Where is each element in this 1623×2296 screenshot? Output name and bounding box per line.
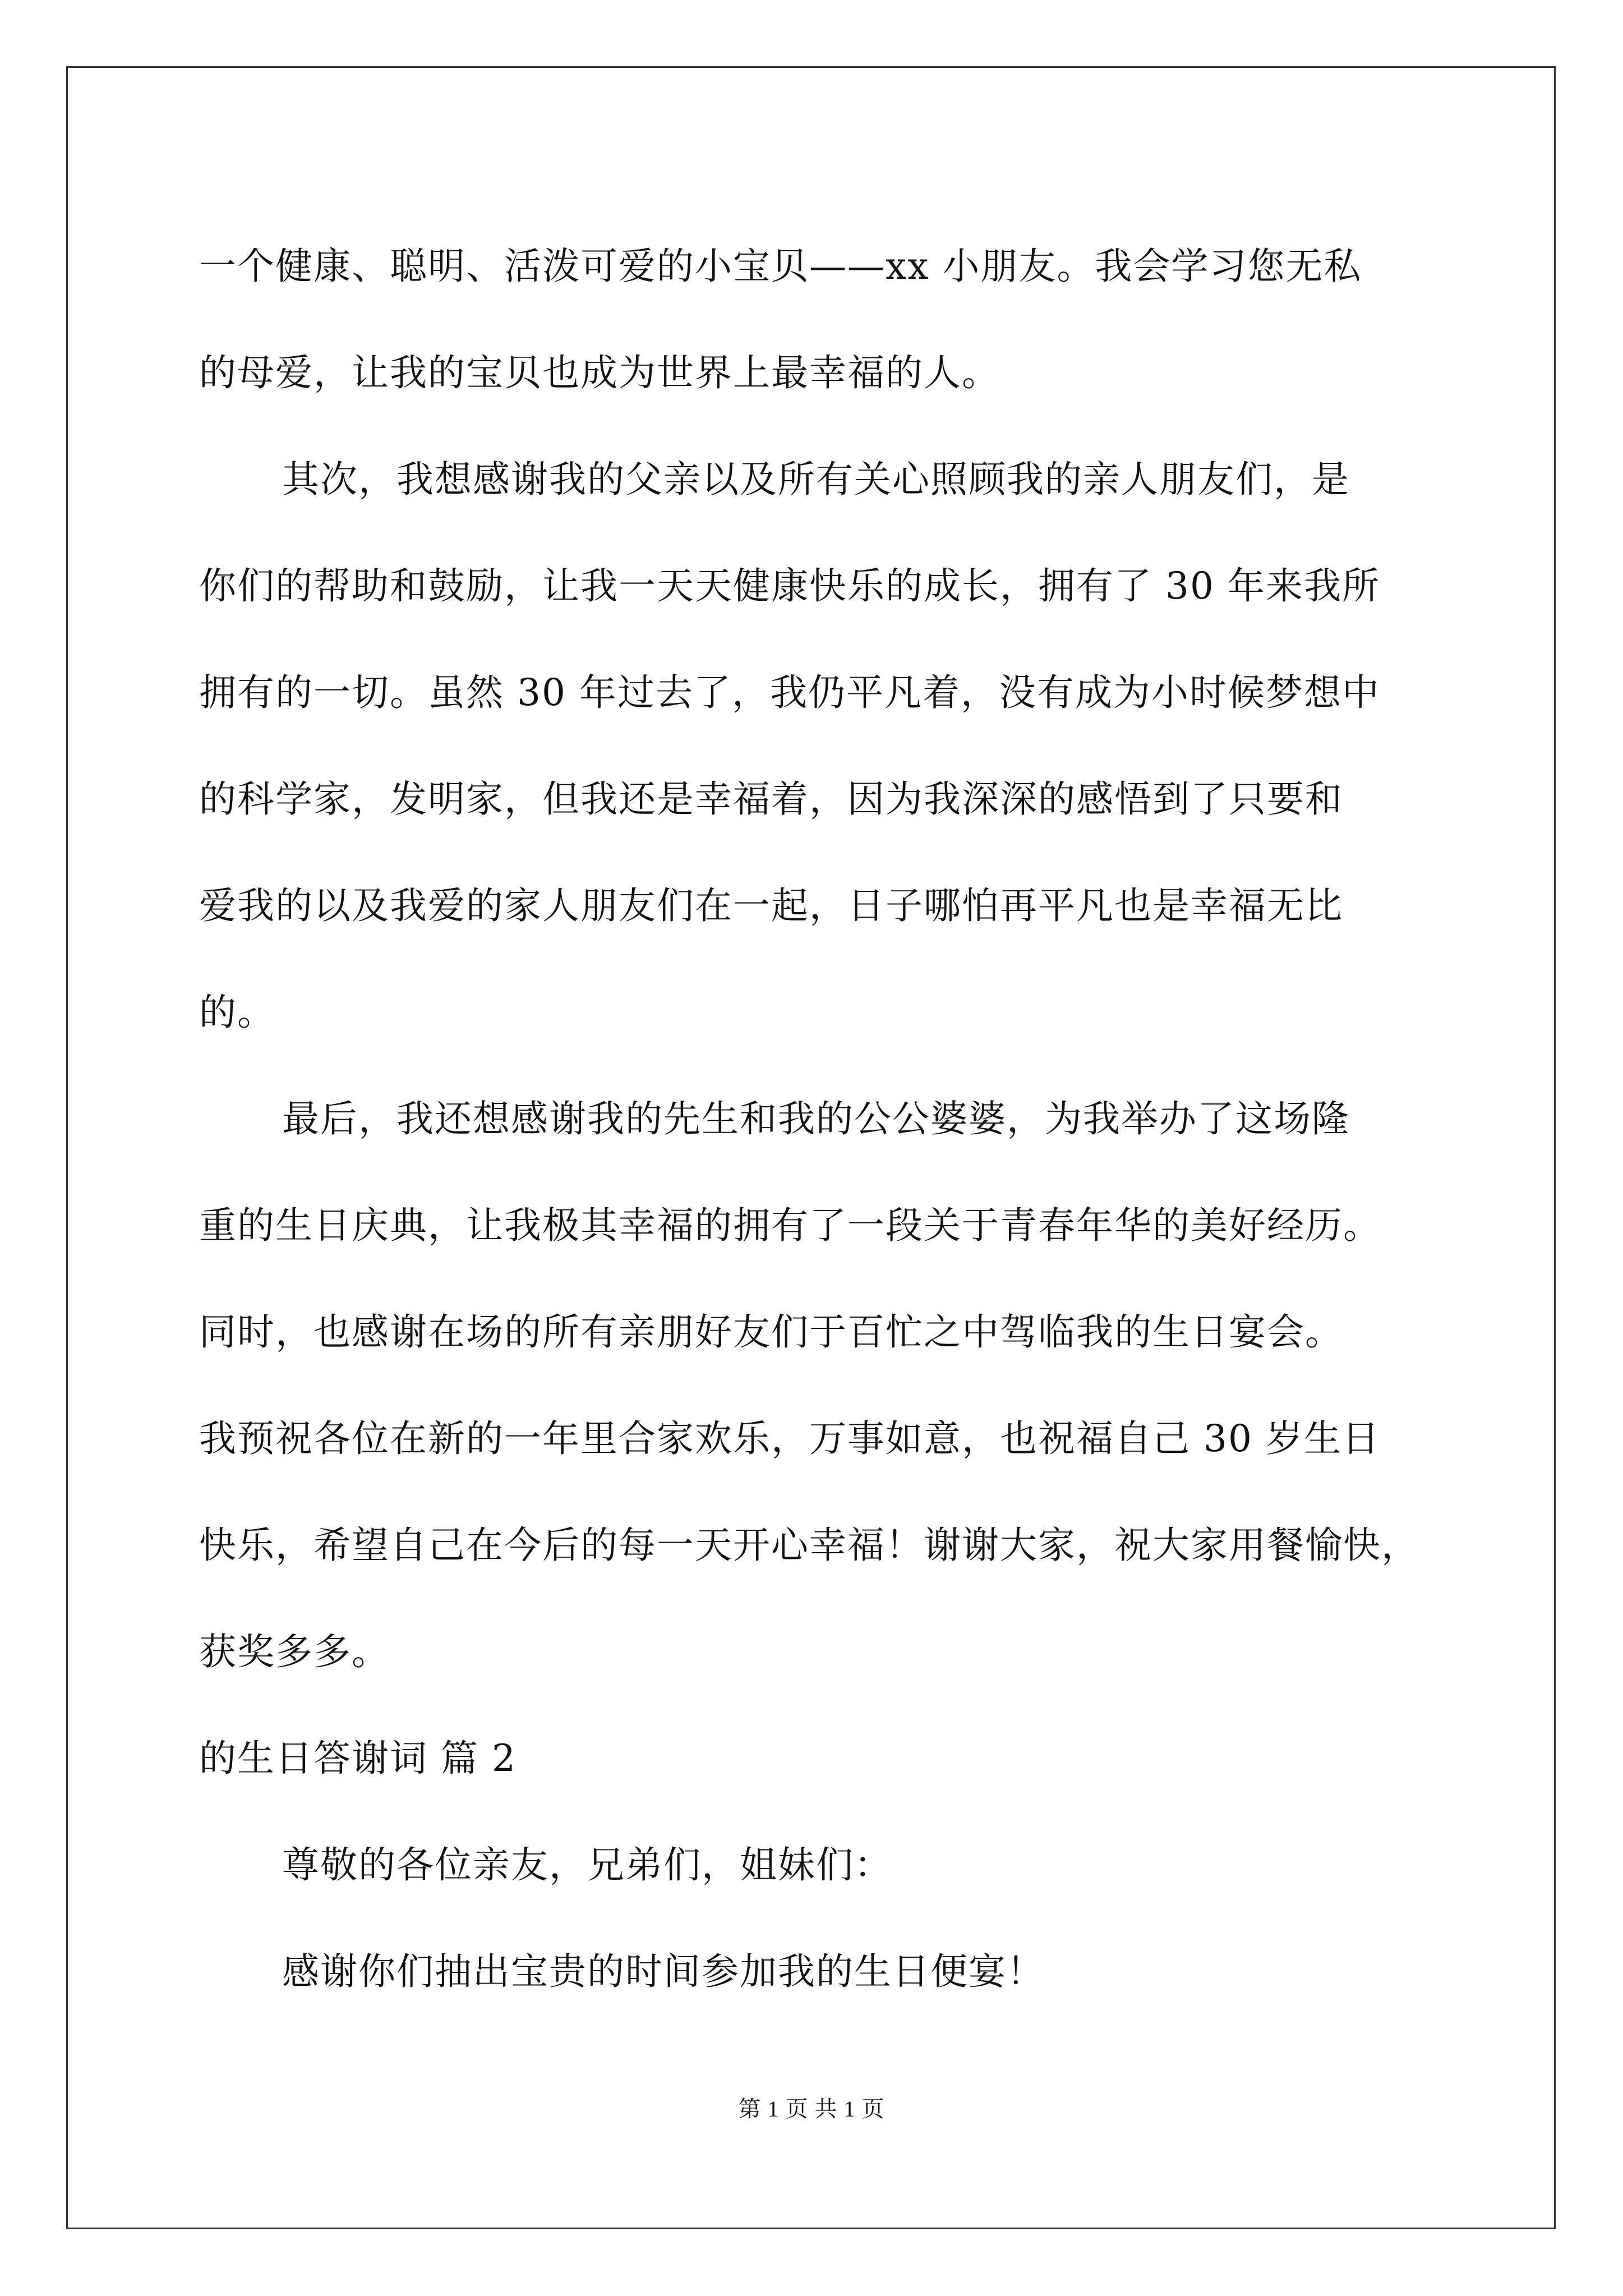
text-line: 的。 [199,991,275,1034]
text-line: 其次，我想感谢我的父亲以及所有关心照顾我的亲人朋友们，是 [282,458,1350,501]
text-line: 快乐，希望自己在今后的每一天开心幸福！谢谢大家，祝大家用餐愉快， [199,1524,1419,1567]
text-line: 我预祝各位在新的一年里合家欢乐，万事如意，也祝福自己 30 岁生日 [199,1417,1380,1460]
page-footer: 第 1 页 共 1 页 [738,2096,885,2122]
text-line: 感谢你们抽出宝贵的时间参加我的生日便宴！ [282,1950,1045,1993]
text-line: 你们的帮助和鼓励，让我一天天健康快乐的成长，拥有了 30 年来我所 [199,564,1380,608]
document-body [199,213,1427,2025]
text-line: 最后，我还想感谢我的先生和我的公公婆婆，为我举办了这场隆 [282,1097,1350,1140]
section-heading: 的生日答谢词 篇 2 [199,1737,517,1780]
text-line: 获奖多多。 [199,1630,390,1673]
salutation-line: 尊敬的各位亲友，兄弟们，姐妹们： [282,1843,892,1887]
text-line: 的母爱，让我的宝贝也成为世界上最幸福的人。 [199,351,1000,394]
text-line: 拥有的一切。虽然 30 年过去了，我仍平凡着，没有成为小时候梦想中 [199,671,1380,714]
text-line: 的科学家，发明家，但我还是幸福着，因为我深深的感悟到了只要和 [199,777,1343,821]
text-line: 一个健康、聪明、活泼可爱的小宝贝——xx 小朋友。我会学习您无私 [199,245,1362,288]
text-line: 重的生日庆典，让我极其幸福的拥有了一段关于青春年华的美好经历。 [199,1204,1381,1247]
text-line: 爱我的以及我爱的家人朋友们在一起，日子哪怕再平凡也是幸福无比 [199,884,1343,927]
text-line: 同时，也感谢在场的所有亲朋好友们于百忙之中驾临我的生日宴会。 [199,1310,1343,1354]
